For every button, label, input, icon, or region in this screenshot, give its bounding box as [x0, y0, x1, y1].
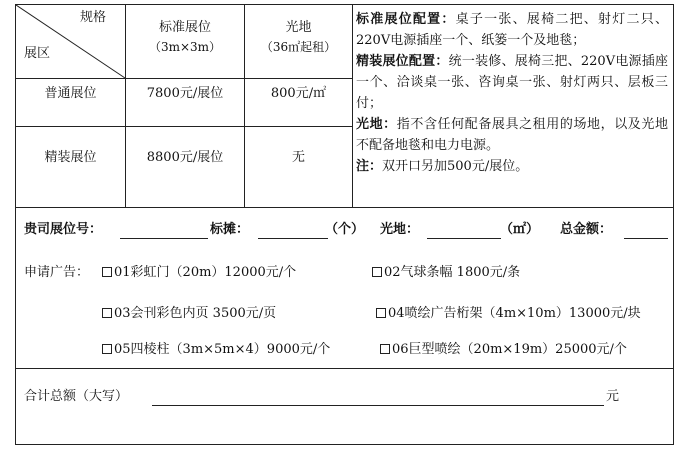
- total-in-words-field[interactable]: [152, 405, 604, 406]
- ad-option-catalog-page[interactable]: [102, 306, 276, 322]
- section-divider: [16, 207, 673, 208]
- corner-diagonal: [16, 5, 126, 79]
- standard-config-note: [356, 9, 668, 51]
- total-divider: [16, 368, 673, 369]
- row-regular-standard-price: 7800元/展位: [146, 86, 224, 101]
- booth-number-field[interactable]: [120, 238, 208, 239]
- deluxe-config-text: 统一装修、展椅三把、220V电源插座一个、洽谈桌一张、咨询桌一张、射灯两只、层板三付；: [356, 54, 668, 111]
- raw-space-note-text: 指不含任何配备展具之租用的场地，以及光地不配备地毯和电力电源。: [356, 117, 668, 153]
- total-amount-field[interactable]: [624, 238, 668, 239]
- deluxe-config-note: [356, 51, 668, 114]
- standard-count-field[interactable]: [258, 238, 328, 239]
- ad-option-truss-banner[interactable]: [376, 306, 641, 322]
- total-amount-label: 总金额：: [560, 222, 613, 237]
- ad-option-balloon-banner[interactable]: [372, 265, 520, 281]
- note-text: 双开口另加500元/展位。: [382, 159, 529, 174]
- row-deluxe-name: 精装展位: [44, 150, 97, 165]
- deluxe-config-label: 精装展位配置：: [356, 54, 449, 69]
- row-regular-name: 普通展位: [44, 86, 97, 101]
- raw-area-field[interactable]: [427, 238, 501, 239]
- checkbox[interactable]: [102, 308, 112, 318]
- total-in-words-unit: 元: [606, 389, 620, 404]
- standard-booth-header: 标准展位: [158, 20, 211, 35]
- booth-number-label: 贵司展位号：: [24, 222, 103, 237]
- total-in-words-label: 合计总额（大写）: [24, 389, 129, 404]
- checkbox[interactable]: [102, 267, 112, 277]
- standard-booth-size: （3m×3m）: [148, 40, 222, 54]
- corner-spec-label: 规格: [80, 10, 107, 25]
- note-label: 注：: [356, 159, 383, 174]
- checkbox[interactable]: [380, 344, 390, 354]
- ad-option-giant-banner[interactable]: [380, 342, 627, 358]
- standard-count-label: 标摊：: [210, 222, 250, 237]
- booth-config-notes: [356, 9, 668, 177]
- row-deluxe-standard-price: 8800元/展位: [146, 150, 224, 165]
- col-divider-3: [352, 5, 353, 207]
- ad-option-label: 01彩虹门（20m）12000元/个: [114, 265, 297, 280]
- ad-option-label: 02气球条幅 1800元/条: [384, 265, 521, 280]
- row-deluxe-raw-price: 无: [291, 150, 305, 165]
- raw-space-header: 光地: [285, 20, 312, 35]
- raw-space-note-label: 光地：: [356, 117, 397, 132]
- ad-option-prism-column[interactable]: [102, 342, 330, 358]
- checkbox[interactable]: [102, 344, 112, 354]
- raw-space-minimum: （36㎡起租）: [260, 40, 337, 54]
- standard-config-label: 标准展位配置：: [356, 12, 456, 27]
- raw-space-note: [356, 114, 668, 156]
- ads-label: 申请广告：: [24, 265, 90, 280]
- ad-option-label: 04喷绘广告桁架（4m×10m）13000元/块: [388, 306, 641, 321]
- ad-option-label: 06巨型喷绘（20m×19m）25000元/个: [392, 342, 627, 357]
- standard-count-unit: （个）: [325, 222, 365, 237]
- raw-area-label: 光地：: [380, 222, 420, 237]
- double-opening-note: [356, 156, 668, 177]
- ad-option-rainbow-arch[interactable]: [102, 265, 296, 281]
- ad-option-label: 05四棱柱（3m×5m×4）9000元/个: [114, 342, 331, 357]
- row-divider: [16, 126, 352, 127]
- standard-config-text: 桌子一张、展椅二把、射灯二只、220V电源插座一个、纸篓一个及地毯；: [356, 12, 668, 48]
- corner-zone-label: 展区: [24, 46, 51, 61]
- raw-area-unit: （㎡）: [500, 222, 540, 237]
- checkbox[interactable]: [372, 267, 382, 277]
- ad-option-label: 03会刊彩色内页 3500元/页: [114, 306, 277, 321]
- row-regular-raw-price: 800元/㎡: [270, 86, 327, 101]
- checkbox[interactable]: [376, 308, 386, 318]
